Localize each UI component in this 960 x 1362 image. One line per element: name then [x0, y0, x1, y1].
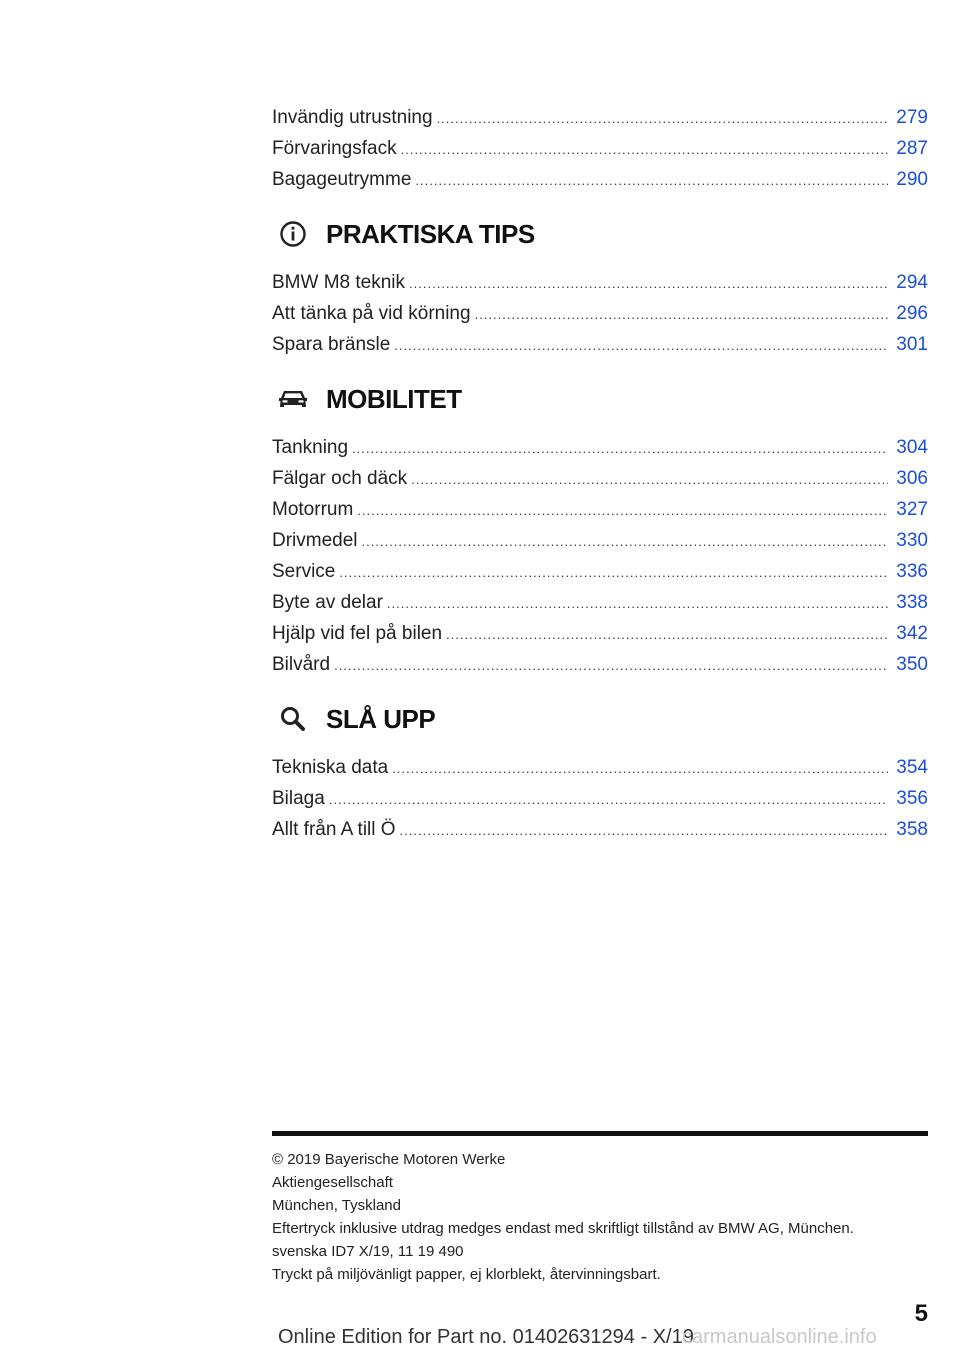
- footer-divider: [272, 1131, 928, 1136]
- toc-entry-title: Motorrum: [272, 499, 354, 520]
- toc-entry-title: Service: [272, 561, 336, 582]
- toc-entry[interactable]: [272, 649, 928, 680]
- imprint-line: © 2019 Bayerische Motoren Werke: [272, 1151, 506, 1168]
- section-heading-mobilitet: [272, 366, 928, 432]
- toc-entry-page[interactable]: 279: [896, 107, 928, 128]
- toc-entry-title: Fälgar och däck: [272, 468, 408, 489]
- info-icon: [276, 217, 310, 251]
- dot-leader: [446, 619, 888, 650]
- dot-leader: [387, 588, 888, 619]
- toc-entry-page[interactable]: 330: [896, 530, 928, 551]
- toc-entry-page[interactable]: 306: [896, 468, 928, 489]
- toc-entry-title: Spara bränsle: [272, 334, 391, 355]
- dot-leader: [329, 784, 888, 815]
- dot-leader: [334, 650, 888, 681]
- imprint-line: Eftertryck inklusive utdrag medges endast med skriftligt tillstånd av BMW AG, München.: [272, 1220, 854, 1237]
- dot-leader: [362, 526, 889, 557]
- toc-entry[interactable]: [272, 814, 928, 845]
- section-heading-label: SLÅ UPP: [326, 703, 436, 734]
- toc-entry[interactable]: [272, 752, 928, 783]
- edition-note: Online Edition for Part no. 01402631294 - X/19: [278, 1326, 694, 1348]
- toc-entry-title: Att tänka på vid körning: [272, 303, 471, 324]
- toc-entry-page[interactable]: 294: [896, 272, 928, 293]
- toc-entry-page[interactable]: 338: [896, 592, 928, 613]
- toc-entry-title: Tekniska data: [272, 757, 389, 778]
- toc-entry-page[interactable]: 358: [896, 819, 928, 840]
- dot-leader: [400, 815, 889, 846]
- toc-entry-page[interactable]: 287: [896, 138, 928, 159]
- toc-entry-title: Invändig utrustning: [272, 107, 433, 128]
- toc-entry-page[interactable]: 354: [896, 757, 928, 778]
- toc-entry-page[interactable]: 356: [896, 788, 928, 809]
- toc-entry-title: Drivmedel: [272, 530, 358, 551]
- toc-entry-title: Tankning: [272, 437, 349, 458]
- toc-entry-title: Allt från A till Ö: [272, 819, 396, 840]
- toc-entry[interactable]: [272, 587, 928, 618]
- toc-entry[interactable]: [272, 783, 928, 814]
- dot-leader: [437, 103, 889, 134]
- toc-entry-title: Bilvård: [272, 654, 331, 675]
- toc-entry-title: Hjälp vid fel på bilen: [272, 623, 443, 644]
- section-heading-label: MOBILITET: [326, 383, 462, 414]
- dot-leader: [352, 433, 888, 464]
- imprint-line: Aktiengesellschaft: [272, 1174, 393, 1191]
- dot-leader: [415, 165, 888, 196]
- dot-leader: [411, 464, 888, 495]
- toc-entry-page[interactable]: 296: [896, 303, 928, 324]
- toc-entry[interactable]: [272, 494, 928, 525]
- car-icon: [276, 382, 310, 416]
- dot-leader: [409, 268, 888, 299]
- toc-entry-page[interactable]: 336: [896, 561, 928, 582]
- toc-entry[interactable]: [272, 525, 928, 556]
- toc-entry-title: BMW M8 teknik: [272, 272, 406, 293]
- section-heading-label: PRAKTISKA TIPS: [326, 218, 535, 249]
- toc-entry-title: Bilaga: [272, 788, 325, 809]
- section-heading-praktiska-tips: [272, 201, 928, 267]
- toc-entry-page[interactable]: 304: [896, 437, 928, 458]
- dot-leader: [401, 134, 889, 165]
- toc-entry[interactable]: [272, 463, 928, 494]
- toc-entry-page[interactable]: 290: [896, 169, 928, 190]
- imprint-line: svenska ID7 X/19, 11 19 490: [272, 1243, 464, 1260]
- watermark: carmanualsonline.info: [682, 1326, 877, 1348]
- toc-entry[interactable]: [272, 618, 928, 649]
- toc-entry-page[interactable]: 301: [896, 334, 928, 355]
- toc-entry-page[interactable]: 342: [896, 623, 928, 644]
- table-of-contents: [272, 102, 928, 845]
- toc-entry-title: Byte av delar: [272, 592, 383, 613]
- imprint-line: München, Tyskland: [272, 1197, 401, 1214]
- dot-leader: [475, 299, 889, 330]
- section-heading-sla-upp: [272, 686, 928, 752]
- toc-entry-title: Bagageutrymme: [272, 169, 412, 190]
- dot-leader: [357, 495, 888, 526]
- toc-entry-page[interactable]: 327: [896, 499, 928, 520]
- toc-entry[interactable]: [272, 329, 928, 360]
- imprint-line: Tryckt på miljövänligt papper, ej klorblekt, återvinningsbart.: [272, 1266, 661, 1283]
- toc-entry[interactable]: [272, 432, 928, 463]
- toc-entry-page[interactable]: 350: [896, 654, 928, 675]
- toc-entry[interactable]: [272, 133, 928, 164]
- toc-entry-title: Förvaringsfack: [272, 138, 397, 159]
- search-icon: [276, 702, 310, 736]
- toc-entry[interactable]: [272, 556, 928, 587]
- toc-entry[interactable]: [272, 267, 928, 298]
- dot-leader: [339, 557, 888, 588]
- dot-leader: [392, 753, 888, 784]
- dot-leader: [394, 330, 888, 361]
- toc-entry[interactable]: [272, 102, 928, 133]
- imprint: [272, 1148, 932, 1286]
- page-number: 5: [914, 1300, 928, 1327]
- toc-entry[interactable]: [272, 164, 928, 195]
- toc-entry[interactable]: [272, 298, 928, 329]
